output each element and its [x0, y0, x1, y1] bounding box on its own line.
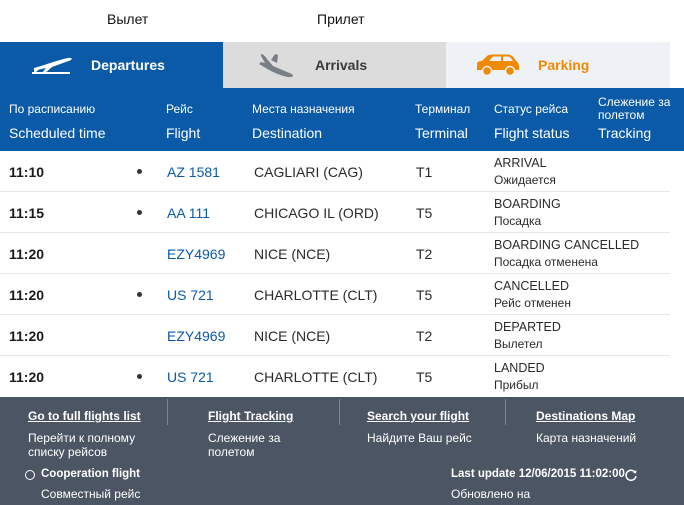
- tab-parking-label: Parking: [538, 57, 590, 73]
- last-update-label: Last update 12/06/2015 11:02:00: [451, 468, 625, 480]
- cooperation-flight-label-ru: Совместный рейс: [41, 487, 141, 501]
- flight-number-link[interactable]: AA 111: [167, 205, 211, 221]
- table-row[interactable]: [0, 315, 684, 356]
- last-update-label-ru: Обновлено на: [451, 487, 531, 501]
- table-row[interactable]: [0, 356, 684, 397]
- full-flights-list-desc: Перейти к полному списку рейсов: [28, 431, 136, 459]
- tab-bar: [0, 42, 670, 88]
- search-flight-desc: Найдите Ваш рейс: [367, 431, 472, 445]
- flight-tracking-link[interactable]: Flight Tracking: [208, 409, 294, 423]
- flight-status-en: ARRIVAL: [494, 156, 547, 170]
- cooperation-flight-label: Cooperation flight: [41, 468, 141, 480]
- destinations-map-desc: Карта назначений: [536, 431, 637, 445]
- destination: CHARLOTTE (CLT): [254, 287, 378, 303]
- flight-number-link[interactable]: US 721: [167, 287, 214, 303]
- terminal: T5: [416, 287, 433, 303]
- cooperation-flight-icon: [25, 470, 35, 480]
- footer-divider: [339, 399, 340, 425]
- cooperation-flight-dot: [137, 374, 142, 379]
- table-row[interactable]: [0, 151, 684, 192]
- arrivals-link-ru[interactable]: Прилет: [317, 11, 365, 27]
- cooperation-flight-dot: [137, 210, 142, 215]
- flight-number-link[interactable]: EZY4969: [167, 246, 226, 262]
- destination: CAGLIARI (CAG): [254, 164, 363, 180]
- search-flight-link[interactable]: Search your flight: [367, 409, 470, 423]
- flight-number-link[interactable]: EZY4969: [167, 328, 226, 344]
- scheduled-time: 11:15: [9, 205, 45, 221]
- destination: NICE (NCE): [254, 328, 331, 344]
- terminal: T1: [416, 164, 433, 180]
- flight-tracking-desc: Слежение за полетом: [208, 431, 281, 459]
- terminal: T2: [416, 328, 433, 344]
- footer-tracking: [208, 397, 338, 459]
- destination: NICE (NCE): [254, 246, 331, 262]
- flight-status-ru: Посадка: [494, 214, 542, 228]
- destination: CHICAGO IL (ORD): [254, 205, 379, 221]
- plane-takeoff-icon: [30, 54, 74, 76]
- departures-link-ru[interactable]: Вылет: [107, 11, 149, 27]
- footer-divider: [505, 399, 506, 425]
- flight-status-en: LANDED: [494, 361, 545, 375]
- flight-status-en: DEPARTED: [494, 320, 561, 334]
- plane-landing-icon: [257, 52, 299, 80]
- flight-status-ru: Прибыл: [494, 378, 539, 392]
- column-flight-en: Flight: [166, 125, 201, 141]
- flight-number-link[interactable]: US 721: [167, 369, 214, 385]
- column-status-ru: Статус рейса: [494, 102, 568, 116]
- full-flights-list-link[interactable]: Go to full flights list: [28, 409, 141, 423]
- scheduled-time: 11:20: [9, 287, 45, 303]
- scheduled-time: 11:20: [9, 246, 45, 262]
- column-terminal-ru: Терминал: [415, 102, 471, 116]
- cooperation-flight-dot: [137, 169, 142, 174]
- column-destination-en: Destination: [252, 125, 323, 141]
- flight-status-en: BOARDING CANCELLED: [494, 238, 640, 252]
- scheduled-time: 11:20: [9, 328, 45, 344]
- scheduled-time: 11:10: [9, 164, 45, 180]
- column-tracking-ru: Слежение за полетом: [598, 95, 671, 122]
- car-icon: [475, 53, 521, 77]
- footer-full-list: [28, 397, 168, 459]
- cooperation-flight-dot: [137, 292, 142, 297]
- terminal: T2: [416, 246, 433, 262]
- destination: CHARLOTTE (CLT): [254, 369, 378, 385]
- column-time-en: Scheduled time: [9, 125, 106, 141]
- column-time-ru: По расписанию: [9, 102, 96, 116]
- flight-status-ru: Рейс отменен: [494, 296, 571, 310]
- flight-number-link[interactable]: AZ 1581: [167, 164, 220, 180]
- flight-status-ru: Ожидается: [494, 173, 556, 187]
- column-flight-ru: Рейс: [166, 102, 193, 116]
- flight-status-ru: Вылетел: [494, 337, 543, 351]
- column-status-en: Flight status: [494, 125, 570, 141]
- table-row[interactable]: [0, 274, 684, 315]
- tab-parking[interactable]: [446, 42, 670, 88]
- terminal: T5: [416, 369, 433, 385]
- footer-map: [536, 397, 676, 453]
- table-row[interactable]: [0, 233, 684, 274]
- footer: [0, 397, 684, 505]
- terminal: T5: [416, 205, 433, 221]
- scheduled-time: 11:20: [9, 369, 45, 385]
- tab-arrivals-label: Arrivals: [315, 57, 368, 73]
- column-tracking-en: Tracking: [598, 125, 652, 141]
- destinations-map-link[interactable]: Destinations Map: [536, 409, 636, 423]
- footer-search: [367, 397, 507, 453]
- column-terminal-en: Terminal: [415, 125, 468, 141]
- table-header: [0, 88, 684, 151]
- language-links: [0, 0, 684, 42]
- footer-divider: [167, 399, 168, 425]
- column-destination-ru: Места назначения: [252, 102, 355, 116]
- tab-departures-label: Departures: [91, 57, 165, 73]
- flight-status-en: CANCELLED: [494, 279, 570, 293]
- tab-departures[interactable]: [0, 42, 223, 88]
- tab-arrivals[interactable]: [223, 42, 446, 88]
- flights-table: [0, 151, 684, 397]
- flight-status-ru: Посадка отменена: [494, 255, 598, 269]
- table-row[interactable]: [0, 192, 684, 233]
- refresh-icon[interactable]: [624, 468, 638, 482]
- flight-status-en: BOARDING: [494, 197, 561, 211]
